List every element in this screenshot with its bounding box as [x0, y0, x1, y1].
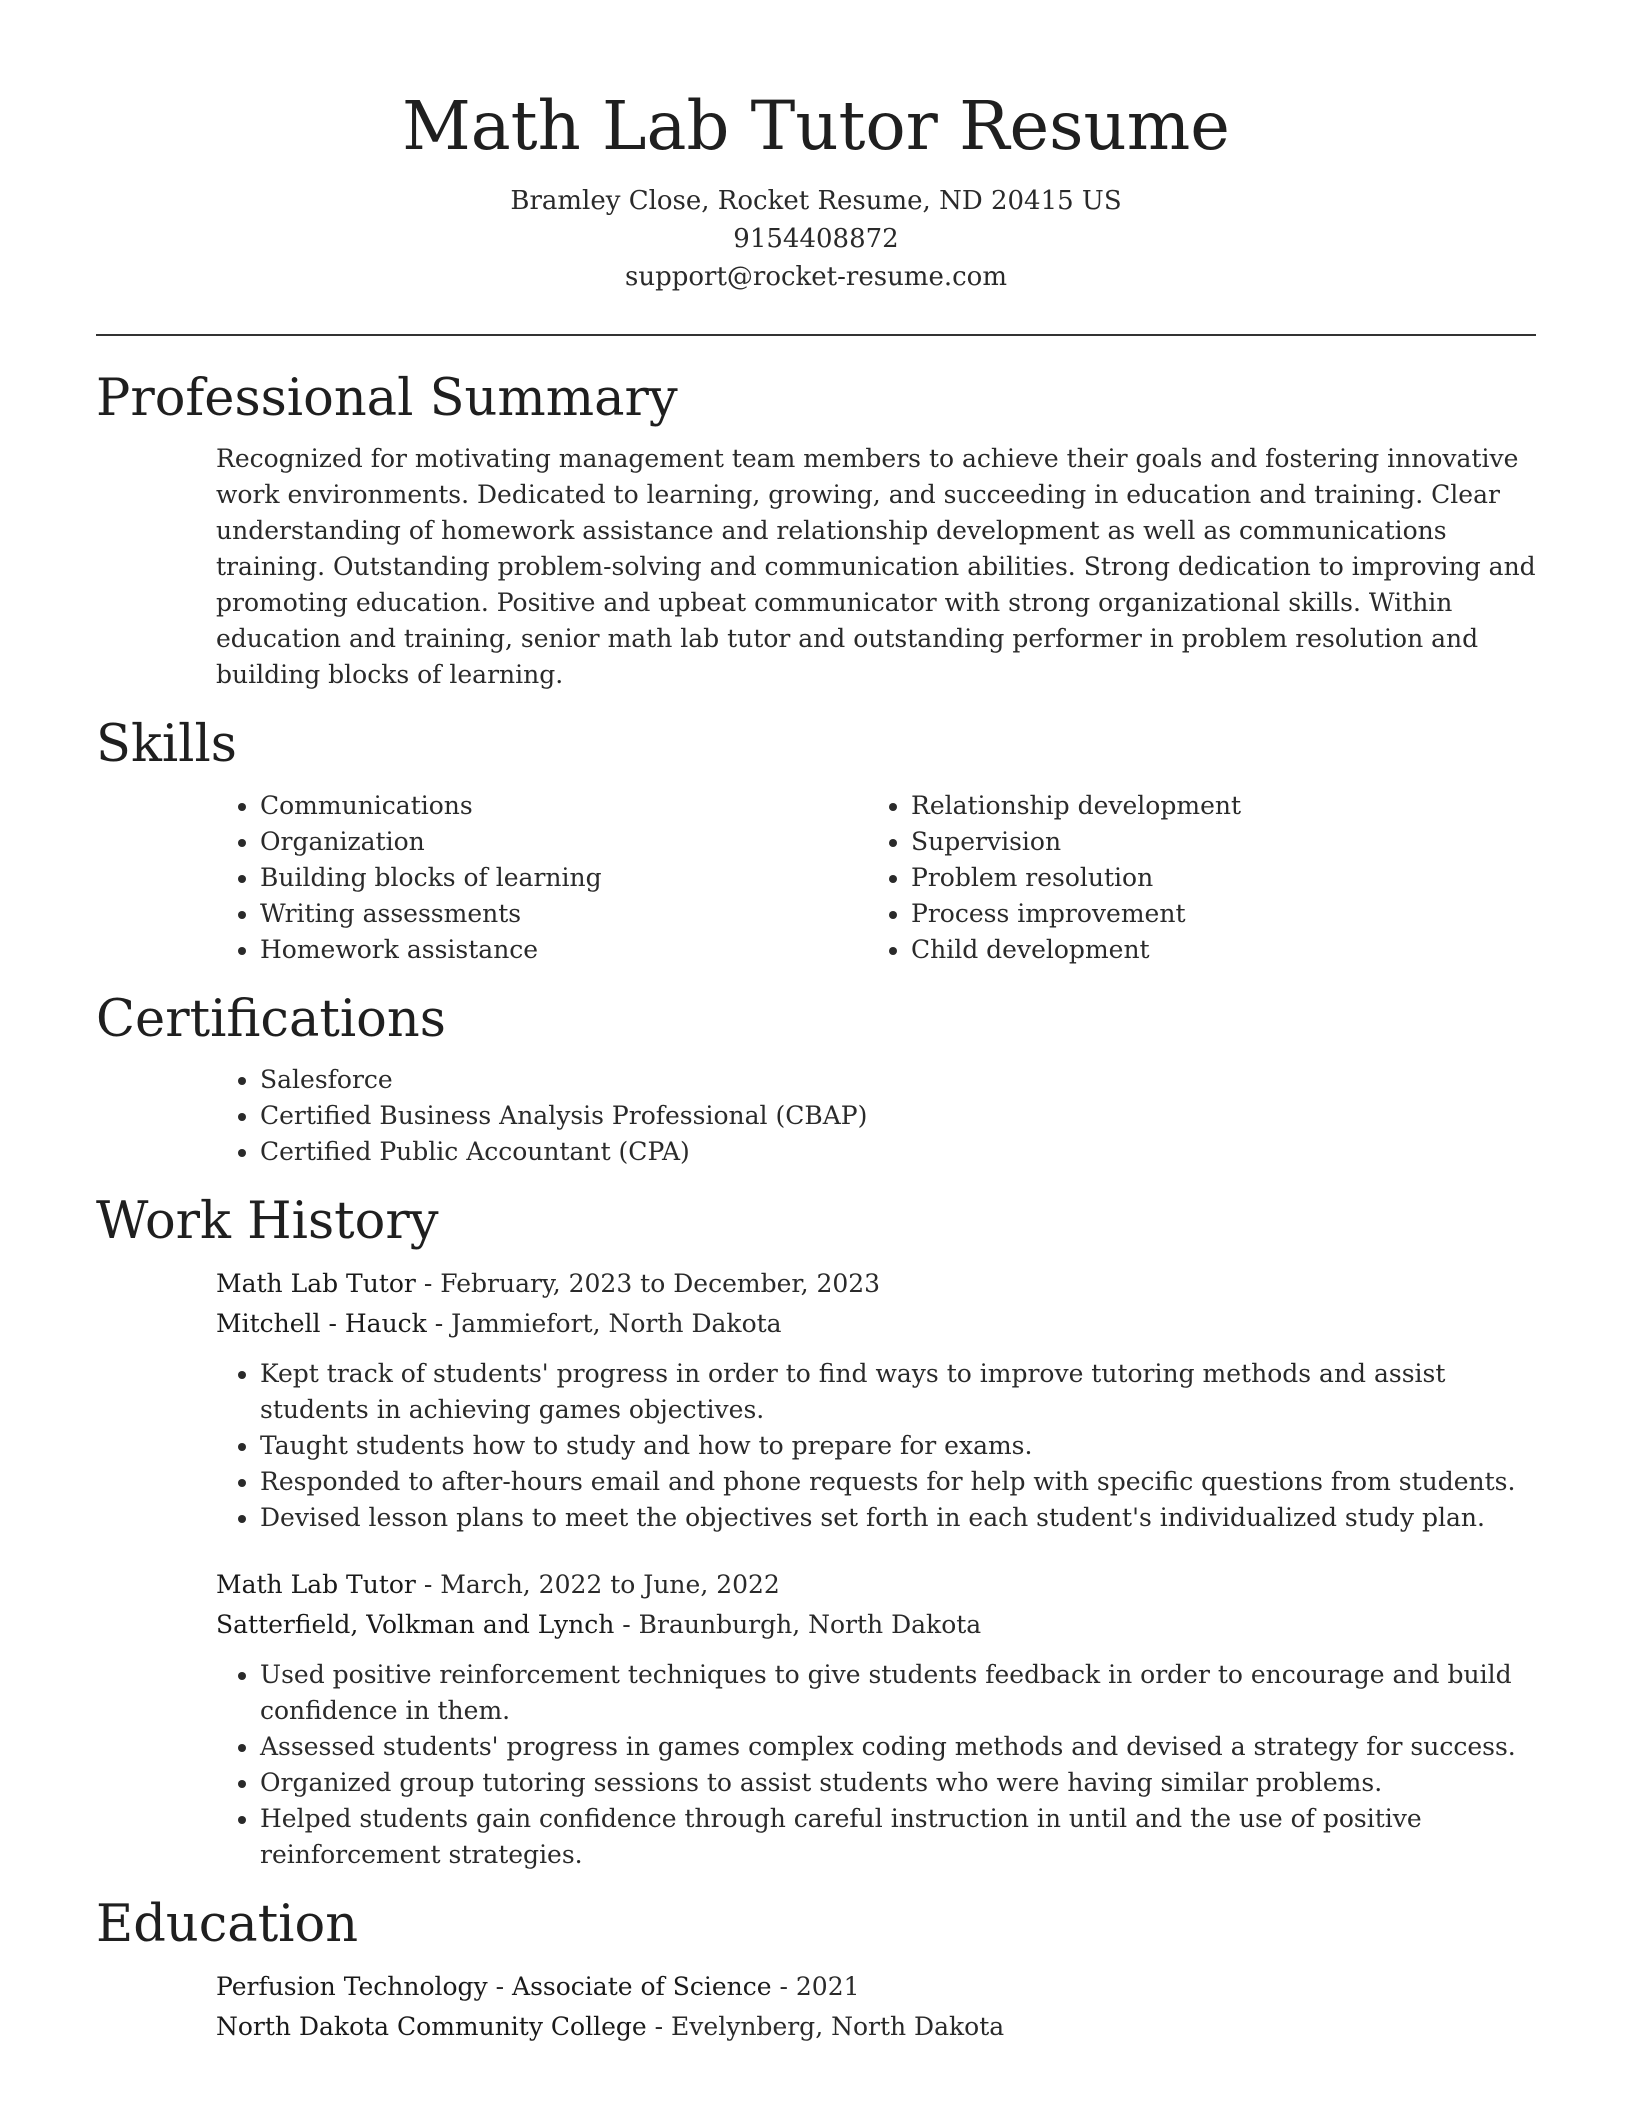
job-company: Mitchell - Hauck: [216, 1309, 427, 1338]
job-entry: [216, 1565, 1536, 1873]
job-entry: [216, 1264, 1536, 1536]
job-location: Braunburgh, North Dakota: [638, 1610, 982, 1639]
job-title-line: [216, 1264, 1536, 1304]
separator: -: [415, 1570, 441, 1599]
skill-item: • Building blocks of learning: [260, 860, 867, 896]
education-degree: Associate of Science: [512, 1972, 772, 2001]
skill-item: • Relationship development: [911, 788, 1518, 824]
job-role: Math Lab Tutor: [216, 1269, 416, 1298]
job-bullet: • Helped students gain confidence through careful instruction in until and the use of positive reinforcement strategies.: [260, 1801, 1536, 1873]
separator: -: [614, 1610, 639, 1639]
job-bullets: [216, 1356, 1536, 1536]
contact-block: [96, 182, 1536, 296]
work-section: [96, 1192, 1536, 1873]
job-bullet: • Assessed students' progress in games complex coding methods and devised a strategy for success.: [260, 1729, 1536, 1765]
header-divider: [96, 334, 1536, 336]
job-bullet: • Responded to after-hours email and phone requests for help with specific questions from students.: [260, 1464, 1536, 1500]
work-body: [96, 1264, 1536, 1873]
skills-list-right: [867, 788, 1518, 968]
resume-header: [96, 0, 1536, 296]
job-bullet: • Taught students how to study and how to prepare for exams.: [260, 1428, 1536, 1464]
certification-item: • Certified Public Accountant (CPA): [260, 1134, 1536, 1170]
separator: -: [415, 1269, 441, 1298]
certifications-heading: Certifications: [96, 990, 446, 1049]
skills-body: [96, 788, 1536, 968]
skills-section: [96, 715, 1536, 968]
separator: -: [771, 1972, 796, 2001]
separator: -: [646, 2012, 672, 2041]
address: Bramley Close, Rocket Resume, ND 20415 US: [510, 186, 1122, 216]
education-school: North Dakota Community College: [216, 2012, 647, 2041]
summary-section: [96, 369, 1536, 693]
job-title-line: [216, 1565, 1536, 1605]
education-entry: [216, 1967, 1536, 2047]
education-section: [96, 1895, 1536, 2047]
work-heading: Work History: [96, 1192, 439, 1251]
job-company: Satterfield, Volkman and Lynch: [216, 1610, 615, 1639]
job-bullet: • Organized group tutoring sessions to assist students who were having similar problems.: [260, 1765, 1536, 1801]
skills-heading: Skills: [96, 715, 237, 774]
job-role: Math Lab Tutor: [216, 1570, 416, 1599]
education-body: [96, 1967, 1536, 2047]
skill-item: • Problem resolution: [911, 860, 1518, 896]
skills-columns: [216, 788, 1536, 968]
phone: 9154408872: [733, 224, 899, 254]
job-dates: March, 2022 to June, 2022: [440, 1570, 780, 1599]
summary-text: Recognized for motivating management team members to achieve their goals and fostering innovative work environments. Dedicated to learning, growing, and succeeding in education and training. Clear understanding of homework assistance and relationship development as well as communications training. Outstanding problem-solving and communication abilities. Strong dedication to improving and promoting education. Positive and upbeat communicator with strong organizational skills. Within education and training, senior math lab tutor and outstanding performer in problem resolution and building blocks of learning.: [216, 444, 1536, 689]
summary-body: [96, 441, 1536, 693]
email: support@rocket-resume.com: [624, 262, 1007, 292]
job-location: Jammiefort, North Dakota: [451, 1309, 782, 1338]
skill-item: • Supervision: [911, 824, 1518, 860]
job-company-line: [216, 1304, 1536, 1344]
job-bullets: [216, 1657, 1536, 1873]
education-field: Perfusion Technology: [216, 1972, 488, 2001]
skill-item: • Writing assessments: [260, 896, 867, 932]
skill-item: • Organization: [260, 824, 867, 860]
separator: -: [487, 1972, 513, 2001]
education-location: Evelynberg, North Dakota: [671, 2012, 1005, 2041]
skills-list-left: [216, 788, 867, 968]
skills-column-left: [216, 788, 867, 968]
job-bullet: • Used positive reinforcement techniques to give students feedback in order to encourage and build confidence in them.: [260, 1657, 1536, 1729]
job-company-line: [216, 1605, 1536, 1645]
certifications-section: [96, 990, 1536, 1170]
summary-heading: Professional Summary: [96, 369, 678, 428]
education-degree-line: [216, 1967, 1536, 2007]
skill-item: • Homework assistance: [260, 932, 867, 968]
separator: -: [426, 1309, 452, 1338]
certification-item: • Salesforce: [260, 1062, 1536, 1098]
certification-item: • Certified Business Analysis Professional (CBAP): [260, 1098, 1536, 1134]
job-bullet: • Devised lesson plans to meet the objectives set forth in each student's individualized study plan.: [260, 1500, 1536, 1536]
job-bullet: • Kept track of students' progress in order to find ways to improve tutoring methods and assist students in achieving games objectives.: [260, 1356, 1536, 1428]
education-heading: Education: [96, 1895, 359, 1954]
certifications-list: [216, 1062, 1536, 1170]
skill-item: • Child development: [911, 932, 1518, 968]
skills-column-right: [867, 788, 1518, 968]
certifications-body: [96, 1062, 1536, 1170]
skill-item: • Process improvement: [911, 896, 1518, 932]
skill-item: • Communications: [260, 788, 867, 824]
education-school-line: [216, 2007, 1536, 2047]
education-year: 2021: [795, 1972, 860, 2001]
job-dates: February, 2023 to December, 2023: [440, 1269, 881, 1298]
resume-title: Math Lab Tutor Resume: [402, 87, 1230, 165]
